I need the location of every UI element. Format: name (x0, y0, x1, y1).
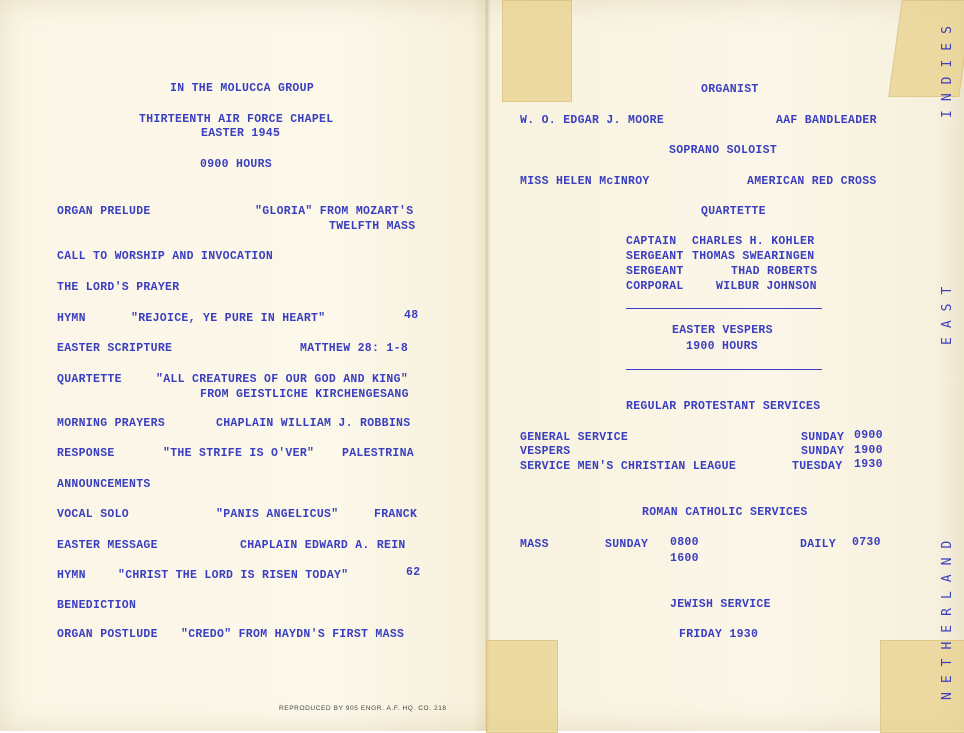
mass-time-1: 0800 (670, 536, 699, 549)
protestant-service-2: VESPERS (520, 445, 571, 458)
catholic-heading: ROMAN CATHOLIC SERVICES (642, 506, 808, 519)
program-detail-6: "ALL CREATURES OF OUR GOD AND KING" (156, 373, 409, 386)
organist-heading: ORGANIST (701, 83, 759, 96)
tape-top-right (502, 0, 572, 102)
program-detail-11: CHAPLAIN EDWARD A. REIN (240, 539, 406, 552)
program-detail-8: "THE STRIFE IS O'VER" (163, 447, 315, 460)
side-text-indies: INDIES (940, 17, 955, 118)
quartette-member-1: CHARLES H. KOHLER (692, 235, 815, 248)
tape-bottom-right (486, 640, 558, 733)
protestant-day-3: TUESDAY (792, 460, 843, 473)
program-item-14: ORGAN POSTLUDE (57, 628, 158, 641)
program-item-8: RESPONSE (57, 447, 115, 460)
divider-2 (626, 369, 822, 370)
side-text-east: EAST (940, 277, 955, 345)
protestant-day-2: SUNDAY (801, 445, 845, 458)
protestant-time-2: 1900 (854, 444, 883, 457)
program-number-4: 48 (404, 309, 419, 322)
program-detail-7: CHAPLAIN WILLIAM J. ROBBINS (216, 417, 411, 430)
soprano-role: AMERICAN RED CROSS (747, 175, 877, 188)
program-detail-12: "CHRIST THE LORD IS RISEN TODAY" (118, 569, 349, 582)
program-detail-6b: FROM GEISTLICHE KIRCHENGESANG (200, 388, 409, 401)
protestant-time-3: 1930 (854, 458, 883, 471)
quartette-member-3: THAD ROBERTS (731, 265, 818, 278)
header-group: IN THE MOLUCCA GROUP (170, 82, 315, 95)
program-composer-10: FRANCK (374, 508, 418, 521)
program-detail-1b: TWELFTH MASS (329, 220, 416, 233)
program-item-5: EASTER SCRIPTURE (57, 342, 173, 355)
program-item-6: QUARTETTE (57, 373, 122, 386)
program-detail-4: "REJOICE, YE PURE IN HEART" (131, 312, 326, 325)
jewish-heading: JEWISH SERVICE (670, 598, 771, 611)
soprano-heading: SOPRANO SOLOIST (669, 144, 778, 157)
program-number-12: 62 (406, 566, 421, 579)
protestant-time-1: 0900 (854, 429, 883, 442)
organist-name: W. O. EDGAR J. MOORE (520, 114, 665, 127)
center-fold (484, 0, 490, 731)
program-item-13: BENEDICTION (57, 599, 137, 612)
program-item-3: THE LORD'S PRAYER (57, 281, 180, 294)
header-easter: EASTER 1945 (201, 127, 281, 140)
program-item-7: MORNING PRAYERS (57, 417, 166, 430)
header-hours: 0900 HOURS (200, 158, 273, 171)
daily-label: DAILY (800, 538, 837, 551)
quartette-rank-4: CORPORAL (626, 280, 684, 293)
print-credit: REPRODUCED BY 905 ENGR. A.F. HQ. CO. 218 (279, 705, 447, 712)
quartette-member-2: THOMAS SWEARINGEN (692, 250, 815, 263)
mass-time-2: 1600 (670, 552, 699, 565)
quartette-heading: QUARTETTE (701, 205, 766, 218)
jewish-time: FRIDAY 1930 (679, 628, 759, 641)
organist-role: AAF BANDLEADER (776, 114, 877, 127)
program-detail-10: "PANIS ANGELICUS" (216, 508, 339, 521)
program-item-2: CALL TO WORSHIP AND INVOCATION (57, 250, 274, 263)
soprano-name: MISS HELEN McINROY (520, 175, 650, 188)
program-item-12: HYMN (57, 569, 86, 582)
program-detail-14: "CREDO" FROM HAYDN'S FIRST MASS (181, 628, 405, 641)
daily-time: 0730 (852, 536, 881, 549)
quartette-rank-3: SERGEANT (626, 265, 684, 278)
quartette-rank-1: CAPTAIN (626, 235, 677, 248)
protestant-service-1: GENERAL SERVICE (520, 431, 629, 444)
side-text-netherland: NETHERLAND (940, 531, 955, 700)
program-item-10: VOCAL SOLO (57, 508, 130, 521)
mass-day: SUNDAY (605, 538, 649, 551)
protestant-heading: REGULAR PROTESTANT SERVICES (626, 400, 821, 413)
protestant-service-3: SERVICE MEN'S CHRISTIAN LEAGUE (520, 460, 737, 473)
divider-1 (626, 308, 822, 309)
program-item-4: HYMN (57, 312, 86, 325)
quartette-rank-2: SERGEANT (626, 250, 684, 263)
program-composer-8: PALESTRINA (342, 447, 415, 460)
protestant-day-1: SUNDAY (801, 431, 845, 444)
program-item-11: EASTER MESSAGE (57, 539, 158, 552)
vespers-time: 1900 HOURS (686, 340, 759, 353)
program-detail-1: "GLORIA" FROM MOZART'S (255, 205, 414, 218)
mass-label: MASS (520, 538, 549, 551)
quartette-member-4: WILBUR JOHNSON (716, 280, 817, 293)
program-detail-5: MATTHEW 28: 1-8 (300, 342, 409, 355)
header-chapel: THIRTEENTH AIR FORCE CHAPEL (139, 113, 334, 126)
vespers-title: EASTER VESPERS (672, 324, 773, 337)
program-item-9: ANNOUNCEMENTS (57, 478, 151, 491)
program-item-1: ORGAN PRELUDE (57, 205, 151, 218)
